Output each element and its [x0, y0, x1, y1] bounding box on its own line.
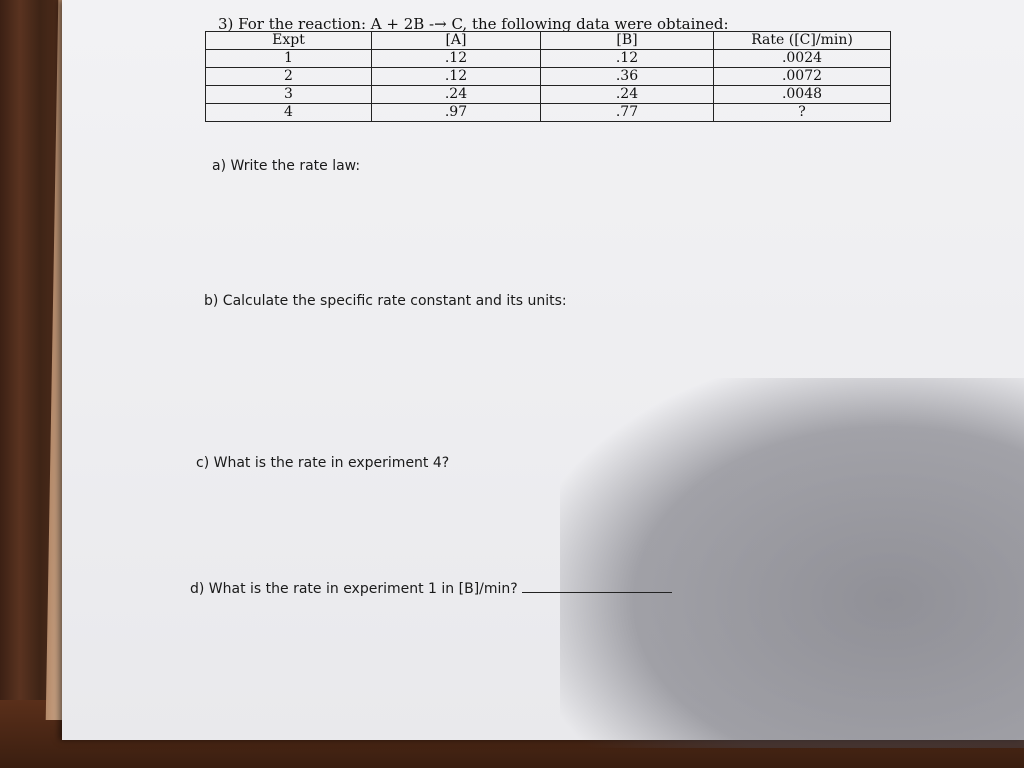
- cell-a: .12: [372, 50, 541, 68]
- table-row: [206, 50, 891, 68]
- table-row: [206, 104, 891, 122]
- question-title: 3) For the reaction: A + 2B -→ C, the following data were obtained:: [218, 15, 729, 33]
- cell-b: .24: [541, 86, 714, 104]
- part-d-text: d) What is the rate in experiment 1 in [B]/min?: [190, 581, 518, 597]
- table-header-row: [206, 32, 891, 50]
- part-d-prompt: [190, 580, 672, 597]
- part-b-prompt: b) Calculate the specific rate constant and its units:: [204, 293, 567, 309]
- part-a-prompt: a) Write the rate law:: [212, 158, 361, 174]
- cell-a: .97: [372, 104, 541, 122]
- cell-expt: 4: [206, 104, 372, 122]
- cell-rate: .0048: [714, 86, 891, 104]
- table-row: [206, 86, 891, 104]
- cell-expt: 1: [206, 50, 372, 68]
- cell-expt: 2: [206, 68, 372, 86]
- cell-a: .12: [372, 68, 541, 86]
- answer-blank-line[interactable]: [522, 580, 672, 593]
- header-expt: Expt: [206, 32, 372, 50]
- cell-rate: ?: [714, 104, 891, 122]
- table-row: [206, 68, 891, 86]
- cell-expt: 3: [206, 86, 372, 104]
- header-a: [A]: [372, 32, 541, 50]
- cell-rate: .0072: [714, 68, 891, 86]
- cell-b: .36: [541, 68, 714, 86]
- cell-b: .12: [541, 50, 714, 68]
- part-c-prompt: c) What is the rate in experiment 4?: [196, 455, 450, 471]
- rate-data-table: [205, 31, 891, 122]
- header-b: [B]: [541, 32, 714, 50]
- cell-a: .24: [372, 86, 541, 104]
- cell-b: .77: [541, 104, 714, 122]
- header-rate: Rate ([C]/min): [714, 32, 891, 50]
- phone-shadow: [560, 378, 1024, 748]
- cell-rate: .0024: [714, 50, 891, 68]
